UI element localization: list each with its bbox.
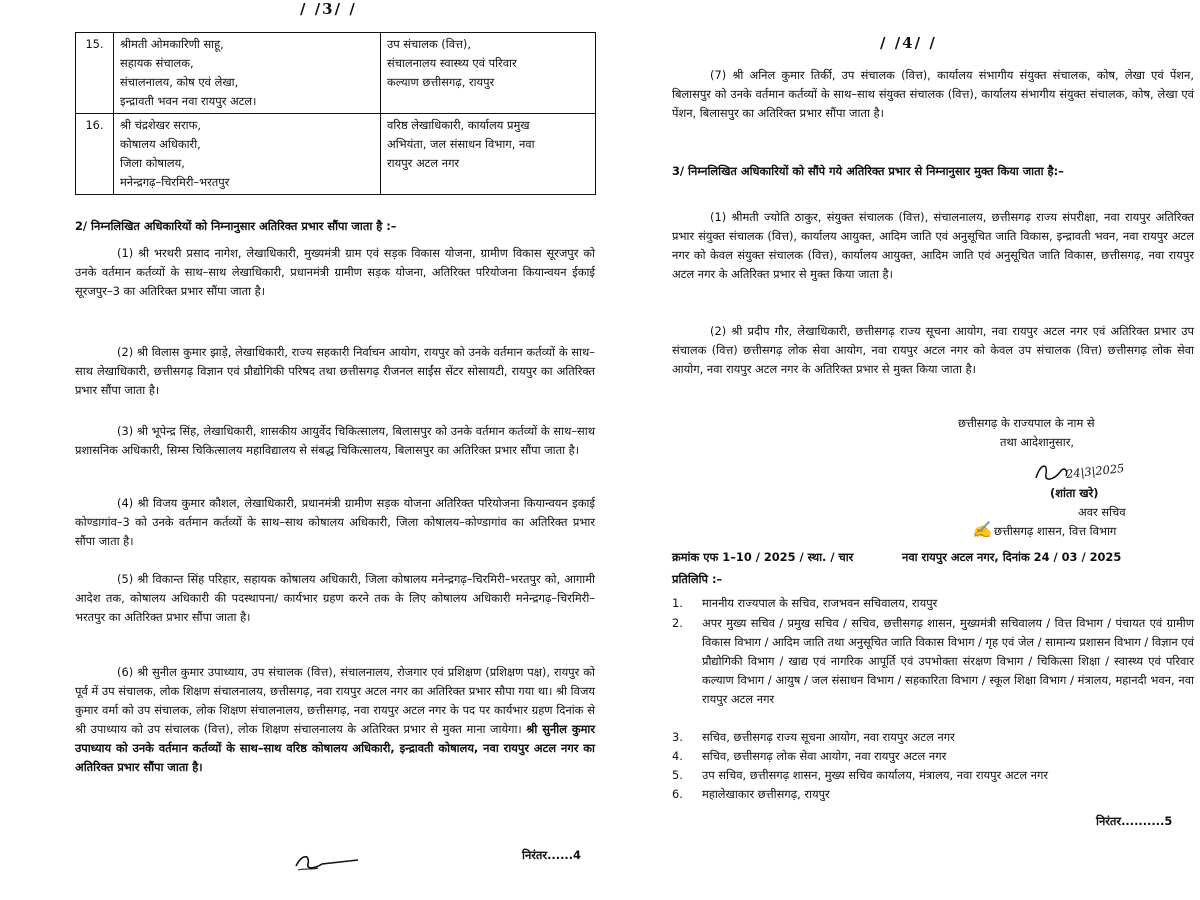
copy-item: उप सचिव, छत्तीसगढ़ शासन, मुख्य सचिव कार्यालय, मंत्रालय, नवा रायपुर अटल नगर [702,768,1049,782]
initials-mark: ✍ [972,520,992,539]
officer-table [75,32,596,195]
charge-line: वरिष्ठ लेखाधिकारी, कार्यालय प्रमुख [387,118,530,132]
paragraph-6 [75,663,595,777]
paragraph-4: (4) श्री विजय कुमार कौशल, लेखाधिकारी, प्रधानमंत्री ग्रामीण सड़क योजना अतिरिक्त परियोजना कियान्वयन इकाई कोण्डागांव–3 को उनके वर्तमान कर्तव्यों के साथ–साथ कोषालय अधिकारी, जिला कोषालय–कोण्डागांव का अतिरिक्त प्रभार सौंपा जाता है। [75,496,595,548]
governor-line-2: तथा आदेशानुसार, [1000,435,1074,449]
section-3-heading: 3/ निम्नलिखित अधिकारियों को सौंपे गये अतिरिक्त प्रभार से निम्नानुसार मुक्त किया जाता है:– [672,164,1064,178]
copy-item: महालेखाकार छत्तीसगढ़, रायपुर [702,787,830,801]
order-number: क्रमांक एफ 1–10 / 2025 / स्था. / चार [672,550,854,564]
officer-line: संचालनालय, कोष एवं लेखा, [120,75,239,89]
copy-number: 3. [672,730,683,744]
continued-note: निरंतर..........5 [1096,814,1173,828]
officer-cell [114,33,381,114]
designation: अवर सचिव [1078,505,1126,519]
officer-line: श्रीमती ओमकारिणी साहू, [120,37,224,51]
charge-line: उप संचालक (वित्त), [387,37,471,51]
serial-number: 16. [76,114,114,195]
copy-item: सचिव, छत्तीसगढ़ लोक सेवा आयोग, नवा रायपुर अटल नगर [702,749,947,763]
continued-note: निरंतर......4 [522,848,581,862]
initials-signature [292,848,362,874]
officer-line: मनेन्द्रगढ़–चिरमिरी–भरतपुर [120,175,230,189]
paragraph-6-bold-text: श्री सुनील कुमार उपाध्याय को उनके वर्तमान कर्तव्यों के साथ–साथ वरिष्ठ कोषालय अधिकारी, इन्द्रावती कोषालय, नवा रायपुर अटल नगर का अतिरिक्त प्रभार सौंपा जाता है। [75,722,595,774]
paragraph-6-text: (6) श्री सुनील कुमार उपाध्याय, उप संचालक (वित्त), संचालनालय, रोजगार एवं प्रशिक्षण (प्रशिक्षण पक्ष), रायपुर को पूर्व में उप संचालक, लोक शिक्षण संचालनालय, छत्तीसगढ़, नवा रायपुर अटल नगर का अतिरिक्त प्रभार सौपा गया था। श्री विजय कुमार वर्मा को उप संचालक, लोक शिक्षण संचालनालय, छत्तीसगढ़, नवा रायपुर अटल नगर के पद पर कार्यभार ग्रहण दिनांक से श्री उपाध्याय को उप संचालक (वित्त), लोक शिक्षण संचालनालय के अतिरिक्त प्रभार से मुक्त माना जायेगा। [75,665,595,736]
page-4 [600,0,1200,900]
officer-line: श्री चंद्रशेखर सराफ, [120,118,201,132]
copy-number: 6. [672,787,683,801]
paragraph-1: (1) श्री भरथरी प्रसाद नागेश, लेखाधिकारी, मुख्यमंत्री ग्राम एवं सड़क विकास योजना, ग्रामीण विकास सूरजपुर को उनके वर्तमान कर्तव्यों के साथ–साथ लेखाधिकारी, प्रधानमंत्री ग्रामीण सड़क योजना, अतिरिक्त परियोजना कियान्वयन ईकाई सूरजपुर–3 का अतिरिक्त प्रभार सौंपा जाता है। [75,246,595,298]
relief-paragraph-1: (1) श्रीमती ज्योति ठाकुर, संयुक्त संचालक (वित्त), संचालनालय, छत्तीसगढ़ राज्य संपरीक्षा, नवा रायपुर अतिरिक्त प्रभार संयुक्त संचालक (वित्त), कार्यालय आयुक्त, आदिम जाति एवं अनुसूचित जाति विकास, इन्द्रावती भवन, नवा रायपुर अटल नगर को केवल संयुक्त संचालक (वित्त), कार्यालय आयुक्त, आदिम जाति एवं अनुसूचित जाति विकास, छत्तीसगढ़, नवा रायपुर अटल नगर के अतिरिक्त प्रभार से मुक्त किया जाता है। [672,210,1194,281]
charge-cell [381,33,596,114]
copy-item: सचिव, छत्तीसगढ़ राज्य सूचना आयोग, नवा रायपुर अटल नगर [702,730,955,744]
paragraph-3: (3) श्री भूपेन्द्र सिंह, लेखाधिकारी, शासकीय आयुर्वेद चिकित्सालय, बिलासपुर को उनके वर्तमान कर्तव्यों के साथ–साथ प्रशासनिक अधिकारी, सिम्स चिकित्सालय महाविद्यालय से संबद्ध चिकित्सालय, बिलासपुर का अतिरिक्त प्रभार सौंपा जाता है। [75,424,595,457]
serial-number: 15. [76,33,114,114]
copy-heading: प्रतिलिपि :– [672,572,723,586]
relief-paragraph-2: (2) श्री प्रदीप गौर, लेखाधिकारी, छत्तीसगढ़ राज्य सूचना आयोग, नवा रायपुर अटल नगर एवं अतिरिक्त प्रभार उप संचालक (वित्त) छत्तीसगढ़ लोक सेवा आयोग, नवा रायपुर अटल नगर को केवल उप संचालक (वित्त) छत्तीसगढ़ लोक सेवा आयोग, नवा रायपुर अटल नगर के अतिरिक्त प्रभार से मुक्त किया जाता है। [672,324,1194,376]
copy-number: 4. [672,749,683,763]
table-row [76,114,596,195]
officer-line: सहायक संचालक, [120,56,194,70]
paragraph-5: (5) श्री विकान्त सिंह परिहार, सहायक कोषालय अधिकारी, जिला कोषालय मनेन्द्रगढ़–चिरमिरी–भरतपुर को, आगामी आदेश तक, कोषालय अधिकारी की पदस्थापना/ कार्यभार ग्रहण करने तक के लिए कोषालय अधिकारी मनेन्द्रगढ़–चिरमिरी–भरतपुर का अतिरिक्त प्रभार सौंपा जाता है। [75,572,595,624]
officer-cell [114,114,381,195]
page-number: / /3/ / [300,0,357,18]
signatory-name: (शांता खरे) [1050,486,1099,500]
table-row [76,33,596,114]
copy-number: 2. [672,616,683,630]
charge-line: कल्याण छत्तीसगढ़, रायपुर [387,75,495,89]
copy-number: 1. [672,596,683,610]
charge-cell [381,114,596,195]
charge-line: रायपुर अटल नगर [387,156,460,170]
department: छत्तीसगढ़ शासन, वित्त विभाग [994,524,1117,538]
copy-item: माननीय राज्यपाल के सचिव, राजभवन सचिवालय, रायपुर [702,596,938,610]
governor-line-1: छत्तीसगढ़ के राज्यपाल के नाम से [958,416,1095,430]
copy-item: अपर मुख्य सचिव / प्रमुख सचिव / सचिव, छत्तीसगढ़ शासन, मुख्यमंत्री सचिवालय / वित्त विभाग / पंचायत एवं ग्रामीण विकास विभाग / आदिम जाति तथा अनुसूचित जाति विकास विभाग / गृह एवं जेल / सामान्य प्रशासन विभाग / विज्ञान एवं प्रौद्योगिकी विभाग / खाद्य एवं नागरिक आपूर्ति एवं उपभोक्ता संरक्षण विभाग / चिकित्सा शिक्षा / स्वास्थ्य एवं परिवार कल्याण विभाग / आयुष / जल संसाधन विभाग / सहकारिता विभाग / स्कूल शिक्षा विभाग / मंत्रालय, महानदी भवन, नवा रायपुर अटल नगर [702,616,1194,706]
page-number: / /4/ / [880,34,937,52]
section-2-heading: 2/ निम्नलिखित अधिकारियों को निम्नानुसार अतिरिक्त प्रभार सौंपा जाता है :– [75,219,397,233]
paragraph-7: (7) श्री अनिल कुमार तिर्की, उप संचालक (वित्त), कार्यालय संभागीय संयुक्त संचालक, कोष, लेखा एवं पेंशन, बिलासपुर को उनके वर्तमान कर्तव्यों के साथ–साथ संयुक्त संचालक (वित्त), कार्यालय संभागीय संयुक्त संचालक, कोष, लेखा एवं पेंशन, बिलासपुर का अतिरिक्त प्रभार सौंपा जाता है। [672,68,1194,120]
order-place-date: नवा रायपुर अटल नगर, दिनांक 24 / 03 / 2025 [902,550,1122,564]
officer-line: इन्द्रावती भवन नवा रायपुर अटल। [120,94,257,108]
copy-number: 5. [672,768,683,782]
charge-line: संचालनालय स्वास्थ्य एवं परिवार [387,56,517,70]
officer-line: जिला कोषालय, [120,156,185,170]
charge-line: अभियंता, जल संसाधन विभाग, नवा [387,137,535,151]
paragraph-2: (2) श्री विलास कुमार झाड़े, लेखाधिकारी, राज्य सहकारी निर्वाचन आयोग, रायपुर को उनके वर्तमान कर्तव्यों के साथ–साथ लेखाधिकारी, छत्तीसगढ़ विज्ञान एवं प्रौद्योगिकी परिषद तथा छत्तीसगढ़ रीजनल साईंस सेंटर सोसायटी, रायपुर का अतिरिक्त प्रभार सौंपा जाता है। [75,345,595,397]
officer-line: कोषालय अधिकारी, [120,137,201,151]
signature-date: 24|3|2025 [1065,460,1125,482]
